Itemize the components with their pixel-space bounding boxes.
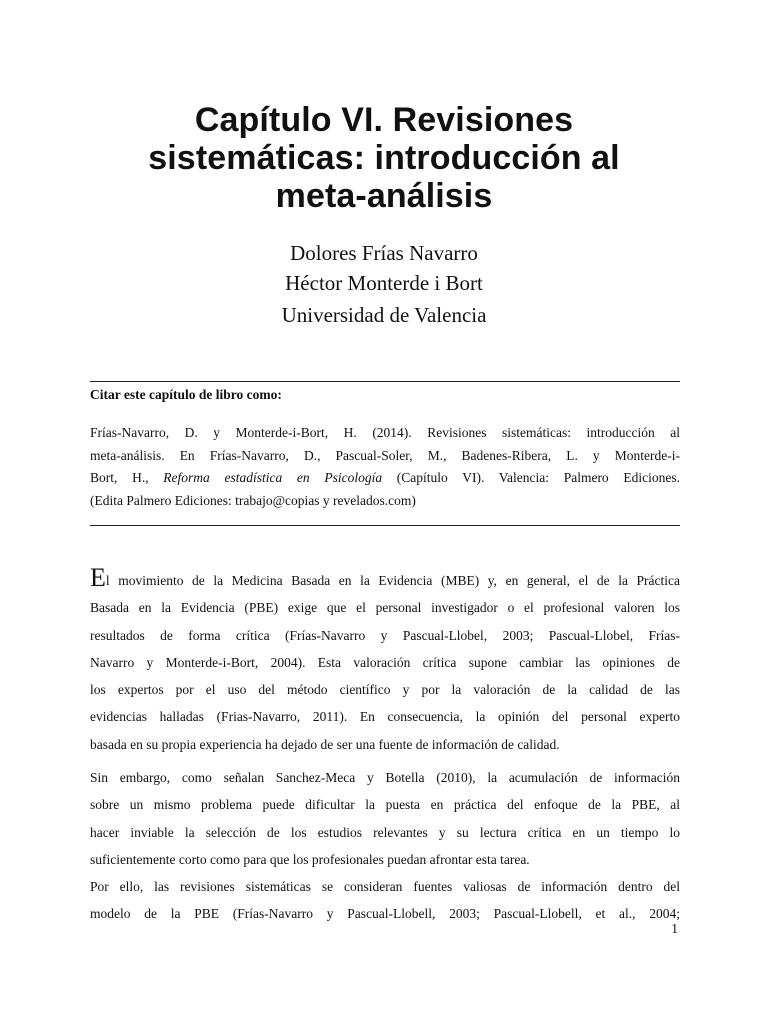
paragraph-3 [90,873,680,928]
paragraph-1-line: resultados de forma crítica (Frías-Navarro y Pascual-Llobel, 2003; Pascual-Llobel, Frías- [90,627,680,643]
drop-cap: E [90,563,106,592]
paragraph-1 [90,563,680,758]
citation-line-3-start: Bort, H., [90,470,164,485]
paragraph-1-line: basada en su propia experiencia ha dejado de ser una fuente de información de calidad. [90,736,560,752]
paragraph-1-line: Navarro y Monterde-i-Bort, 2004). Esta valoración crítica supone cambiar las opiniones de [90,654,680,670]
affiliation: Universidad de Valencia [281,303,487,327]
citation-line-3-end: (Capítulo VI). Valencia: Palmero Ediciones. [382,470,680,485]
divider-bottom [90,525,680,526]
paragraph-2 [90,764,680,873]
citation-line-2: meta-análisis. En Frías-Navarro, D., Pascual-Soler, M., Badenes-Ribera, L. y Monterde-i- [90,447,680,463]
citation-line-3 [90,467,680,490]
paragraph-1-line: evidencias halladas (Frias-Navarro, 2011). En consecuencia, la opinión del personal experto [90,709,680,725]
paragraph-1-line [90,563,680,594]
chapter-title-line-2: sistemáticas: introducción al [148,139,620,177]
paragraph-2-line: suficientemente corto como para que los profesionales puedan afrontar esta tarea. [90,851,530,867]
paragraph-1-line: los expertos por el uso del método científico y por la valoración de la calidad de las [90,682,680,698]
citation-line-1: Frías-Navarro, D. y Monterde-i-Bort, H. (2014). Revisiones sistemáticas: introducción al [90,425,680,440]
chapter-title-line-3: meta-análisis [275,177,493,215]
author-list [96,238,672,298]
paragraph-1-line: Basada en la Evidencia (PBE) exige que el personal investigador o el profesional valoren los [90,600,680,616]
paragraph-3-line: Por ello, las revisiones sistemáticas se consideran fuentes valiosas de información dentro del [90,879,680,894]
citation-block [90,422,680,512]
citation-heading: Citar este capítulo de libro como: [90,387,282,402]
paragraph-1-line-1-text: l movimiento de la Medicina Basada en la Evidencia (MBE) y, en general, el de la Práctica [105,573,680,588]
paragraph-2-line: hacer inviable la selección de los estudios relevantes y su lectura crítica en un tiempo lo [90,824,680,840]
divider-top [90,381,680,382]
paragraph-3-line: modelo de la PBE (Frías-Navarro y Pascual-Llobell, 2003; Pascual-Llobell, et al., 2004; [90,906,680,922]
paragraph-2-line: Sin embargo, como señalan Sanchez-Meca y Botella (2010), la acumulación de información [90,770,680,785]
author-2: Héctor Monterde i Bort [285,271,483,295]
citation-line-4: (Edita Palmero Ediciones: trabajo@copias y revelados.com) [90,492,416,508]
paragraph-2-line: sobre un mismo problema puede dificultar la puesta en práctica del enfoque de la PBE, al [90,797,680,813]
chapter-title [96,101,672,215]
chapter-title-line-1: Capítulo VI. Revisiones [194,101,574,139]
citation-book-title: Reforma estadística en Psicología [163,470,383,485]
author-1: Dolores Frías Navarro [290,241,478,265]
page-number: 1 [671,921,678,936]
